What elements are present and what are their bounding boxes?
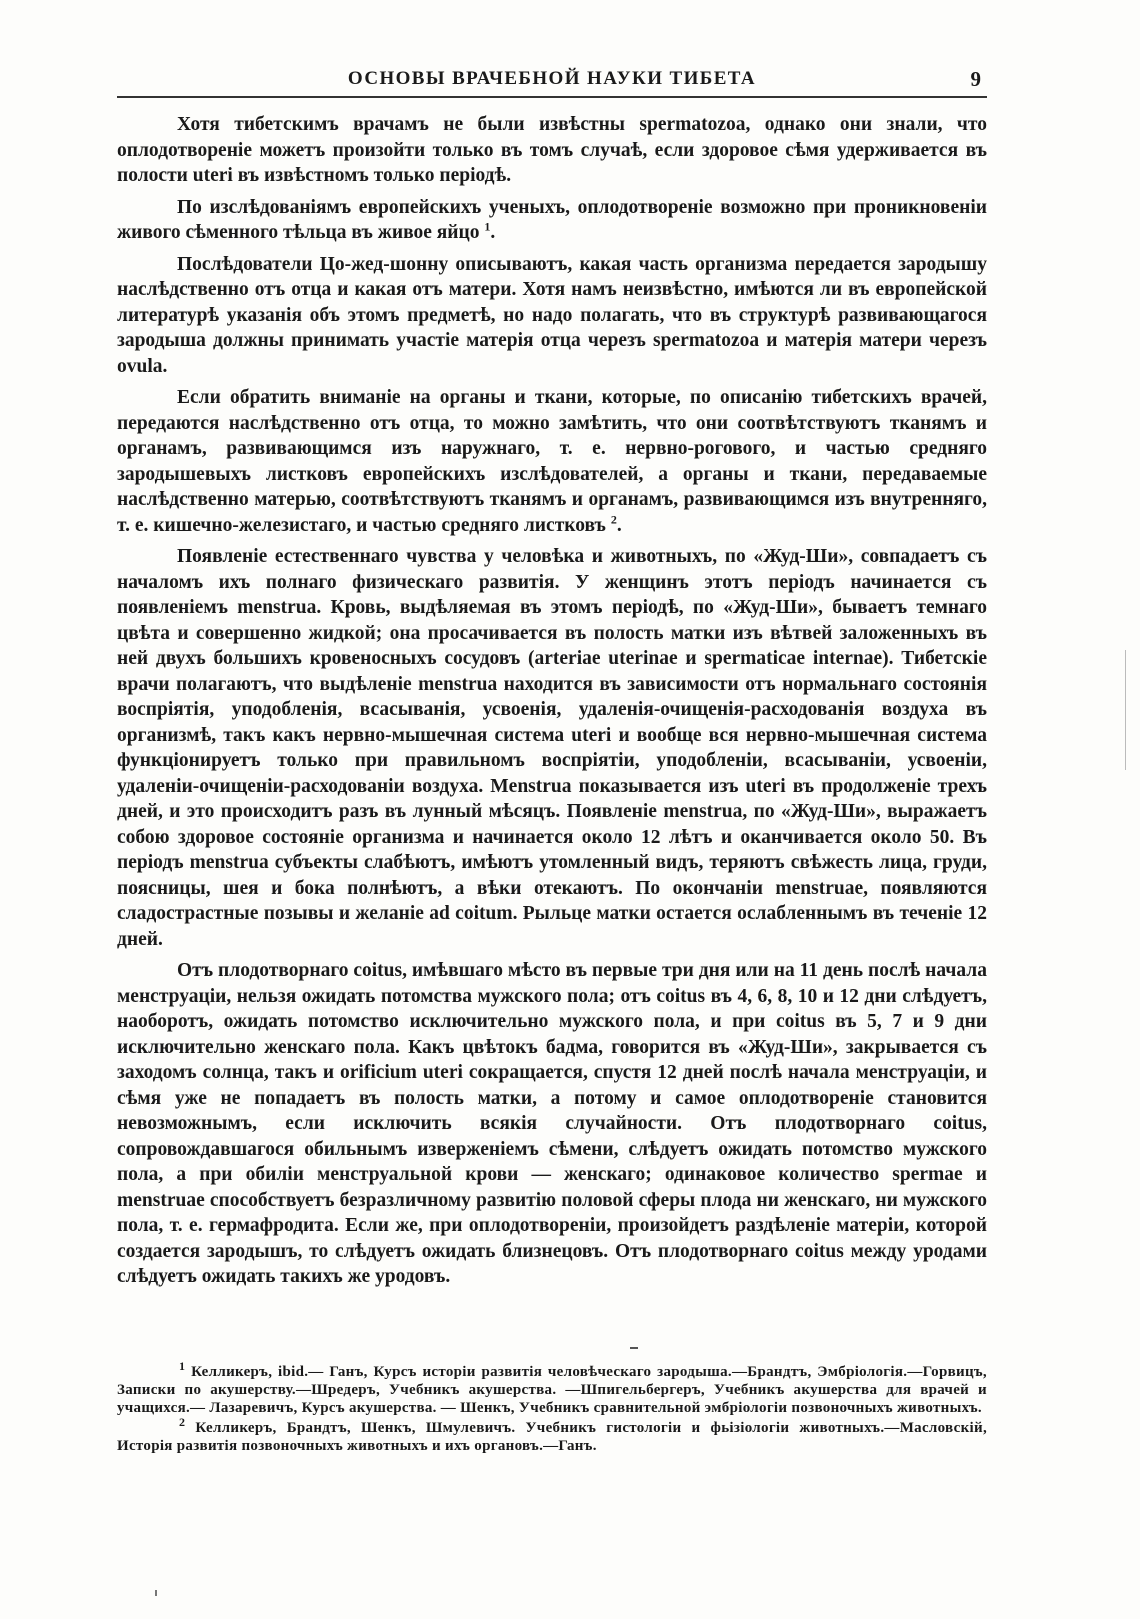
- paragraph-text: Послѣдователи Цо-жед-шонну описываютъ, какая часть организма передается зародышу наслѣдственно отъ отца и какая отъ матери. Хотя намъ неизвѣстно, имѣются ли въ европейской литературѣ указанія объ этомъ предметѣ, но надо полагать, что въ структурѣ развивающагося зародыша должны принимать участіе матерія отца черезъ spermatozoa и матерія матери черезъ ovula.: [117, 253, 987, 377]
- paragraph-text: По изслѣдованіямъ европейскихъ ученыхъ, оплодотвореніе возможно при проникновеніи живого сѣменного тѣльца въ живое яйцо: [117, 196, 987, 243]
- paragraph-1: [117, 112, 987, 189]
- footnote-ref-1[interactable]: 1: [484, 219, 491, 234]
- paragraph-4: Если обратить вниманіе на органы и ткани, которые, по описанію тибетскихъ врачей, передаются наслѣдственно отъ отца, то можно замѣтить, что они соотвѣтствуютъ тканямъ и органамъ, развивающимся изъ наружнаго, т. е. нервно-рогового, и частью средняго зародышевыхъ листковъ европейскихъ изслѣдователей, а органы и ткани, передаваемые наслѣдственно матерью, соотвѣтствуютъ тканямъ и органамъ, развивающимся изъ внутренняго, т. е. кишечно-железистаго, и частью средняго листковъ $^2$.: [117, 387, 987, 536]
- page-number: 9: [970, 67, 981, 91]
- footnote-mark: 2: [179, 1415, 186, 1429]
- scan-edge-line: [1125, 650, 1126, 770]
- scan-speck: [155, 1590, 157, 1596]
- paragraph-3: [117, 252, 987, 380]
- paragraph-text: Если обратить вниманіе на органы и ткани, которые, по описанію тибетскихъ врачей, передаются наслѣдственно отъ отца, то можно замѣтить, что они соотвѣтствуютъ тканямъ и органамъ, развивающимся изъ наружнаго, т. е. нервно-рогового, и частью средняго зародышевыхъ листковъ европейскихъ изслѣдователей, а органы и ткани, передаваемые наслѣдственно матерью, соотвѣтствуютъ тканямъ и органамъ, развивающимся изъ внутренняго, т. е. кишечно-железистаго, и частью средняго листковъ: [117, 387, 987, 536]
- paragraph-6: [117, 958, 987, 1290]
- paragraph-text: Появленіе естественнаго чувства у человѣка и животныхъ, по «Жуд-Ши», совпадаетъ съ началомъ ихъ полнаго физическаго развитія. У женщинъ этотъ періодъ начинается съ появленіемъ menstrua. Кровь, выдѣляемая въ этомъ періодѣ, по «Жуд-Ши», бываетъ темнаго цвѣта и совершенно жидкой; она просачивается въ полость матки изъ вѣтвей заложенныхъ въ ней двухъ большихъ кровеносныхъ сосудовъ (arteriae uterinae и spermaticae internae). Тибетскіе врачи полагаютъ, что выдѣленіе menstrua находится въ зависимости отъ нормальнаго состоянія воспріятія, уподобленія, всасыванія, усвоенія, удаленія-очищенія-расходованія воздуха въ организмѣ, такъ какъ нервно-мышечная система uteri и вообще вся нервно-мышечная система функціонируетъ только при правильномъ воспріятіи, уподобленіи, всасываніи, усвоеніи, удаленіи-очищеніи-расходованіи воздуха. Menstrua показывается изъ uteri въ продолженіе трехъ дней, и это происходитъ разъ въ лунный мѣсяцъ. Появленіе menstrua, по «Жуд-Ши», выражаетъ собою здоровое состояніе организма и начинается около 12 лѣтъ и оканчивается около 50. Въ періодъ menstrua субъекты слабѣютъ, имѣютъ утомленный видъ, теряютъ свѣжесть лица, груди, поясницы, шея и бока полнѣютъ, а вѣки отекаютъ. По окончаніи menstruae, появляются сладострастные позывы и желаніе ad coitum. Рыльце матки остается ослабленнымъ въ теченіе 12 дней.: [117, 546, 987, 950]
- footnote-divider: [630, 1347, 638, 1349]
- footnote-text: Келликеръ, ibid.— Ганъ, Курсъ исторіи развитія человѣческаго зародыша.—Брандтъ, Эмбріологія.—Горвицъ, Записки по акушерству.—Шредеръ, Учебникъ акушерства. —Шпигельбергеръ, Учебникъ акушерства для врачей и учащихся.— Лазаревичъ, Курсъ акушерства. — Шенкъ, Учебникъ сравнительной эмбріологіи позвоночныхъ животныхъ.: [117, 1364, 987, 1416]
- paragraph-5: [117, 544, 987, 952]
- main-text: [117, 112, 987, 1296]
- footnote-ref-2[interactable]: 2: [610, 512, 617, 526]
- paragraph-text: Хотя тибетскимъ врачамъ не были извѣстны spermatozoa, однако они знали, что оплодотвореніе можетъ произойти только въ томъ случаѣ, если здоровое сѣмя удерживается въ полости uteri въ извѣстномъ только періодѣ.: [117, 114, 987, 186]
- footnote-text: Келликеръ, Брандтъ, Шенкъ, Шмулевичъ. Учебникъ гистологіи и фьізіологіи животныхъ.—Масловскій, Исторія развитія позвоночныхъ животныхъ и ихъ органовъ.—Ганъ.: [117, 1420, 987, 1454]
- running-title: ОСНОВЫ ВРАЧЕБНОЙ НАУКИ ТИБЕТА: [347, 68, 757, 89]
- footnote-mark: 1: [179, 1359, 186, 1373]
- footnote-2: [117, 1415, 987, 1455]
- running-header: [117, 68, 987, 98]
- paragraph-text: Отъ плодотворнаго coitus, имѣвшаго мѣсто въ первые три дня или на 11 день послѣ начала менструаціи, нельзя ожидать потомства мужского пола; отъ coitus въ 4, 6, 8, 10 и 12 дни слѣдуетъ, наоборотъ, ожидать потомство исключительно мужского пола, и при coitus въ 5, 7 и 9 дни исключительно женскаго пола. Какъ цвѣтокъ бадма, говорится въ «Жуд-Ши», закрывается съ заходомъ солнца, такъ и orificium uteri сокращается, спустя 12 дней послѣ начала менструаціи, и сѣмя уже не попадаетъ въ полость матки, а потому и самое оплодотвореніе становится невозможнымъ, если исключить всякія случайности. Отъ плодотворнаго coitus, сопровождавшагося обильнымъ изверженіемъ сѣмени, слѣдуетъ ожидать потомство мужского пола, а при обиліи менструальной крови — женскаго; одинаковое количество spermae и menstruae способствуетъ безразличному развитію половой сферы плода ни женскаго, ни мужского пола, т. е. гермафродита. Если же, при оплодотвореніи, произойдетъ раздѣленіе матеріи, которой создается зародышъ, то слѣдуетъ ожидать близнецовъ. Отъ плодотворнаго coitus между уродами слѣдуетъ ожидать такихъ же уродовъ.: [117, 960, 987, 1287]
- footnote-1: [117, 1359, 987, 1417]
- paragraph-2: По изслѣдованіямъ европейскихъ ученыхъ, оплодотвореніе возможно при проникновеніи живого сѣменного тѣльца въ живое яйцо $^1$.: [117, 196, 987, 243]
- footnotes: [117, 1359, 987, 1457]
